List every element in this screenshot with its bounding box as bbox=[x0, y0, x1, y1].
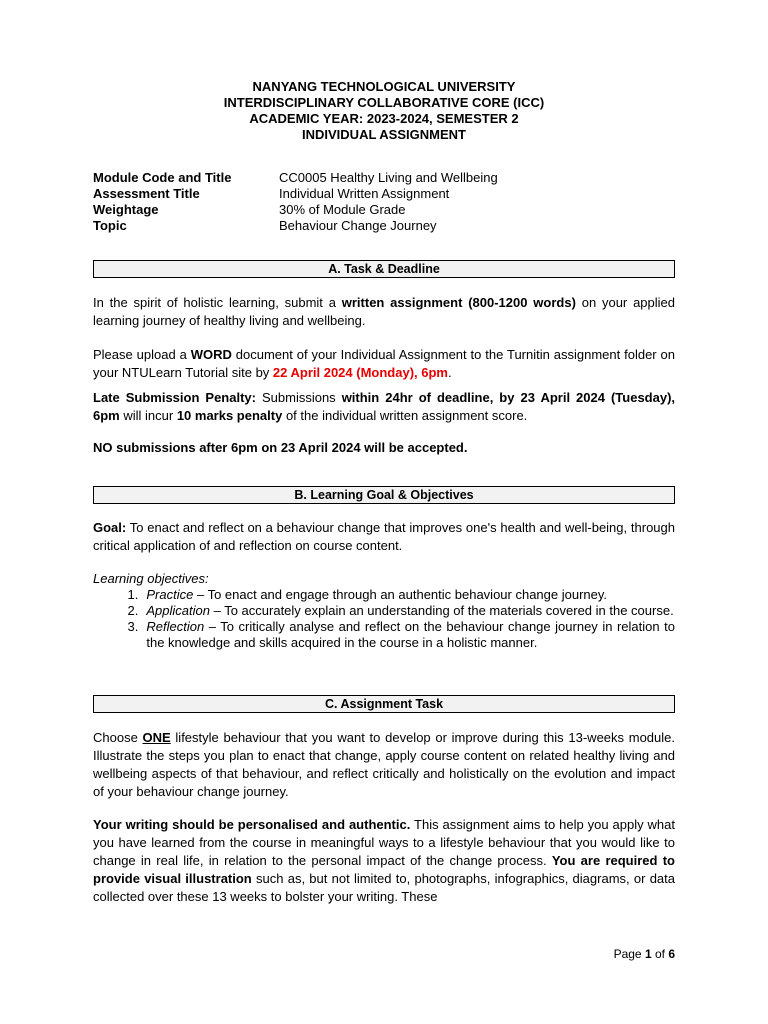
list-item bbox=[93, 619, 675, 651]
meta-label: Topic bbox=[93, 218, 127, 233]
department-name: INTERDISCIPLINARY COLLABORATIVE CORE (ICC) bbox=[223, 95, 545, 110]
meta-value: Individual Written Assignment bbox=[279, 186, 450, 201]
section-c-paragraph-2 bbox=[93, 816, 675, 906]
meta-row bbox=[93, 218, 693, 234]
text-run: . bbox=[447, 365, 452, 380]
text-run: lifestyle behaviour that you want to develop or improve during this 13-weeks module. Illustrate the steps you plan to enact that change, apply course content on related healthy living and wellbeing aspects of that behaviour, and reflect critically and holistically on the evolution and impact of your behaviour change journey. bbox=[93, 730, 675, 799]
list-number: 1. bbox=[127, 587, 139, 602]
text-run: Please upload a bbox=[93, 347, 191, 362]
objectives-label: Learning objectives: bbox=[93, 571, 209, 586]
emphasis-one: ONE bbox=[142, 730, 171, 745]
list-item bbox=[93, 587, 675, 603]
text-run: Choose bbox=[93, 730, 143, 745]
document-header bbox=[0, 79, 768, 143]
text-run: This assignment aims to help you apply what you have learned from the course in meaningful ways to a lifestyle behaviour that you would like to change in real life, in relation to the personal impact of the change process. bbox=[93, 817, 675, 868]
meta-row bbox=[93, 186, 693, 202]
list-item bbox=[93, 603, 675, 619]
meta-label: Module Code and Title bbox=[93, 170, 232, 185]
objective-description: – To accurately explain an understanding of the materials covered in the course. bbox=[209, 603, 674, 618]
section-a-paragraph-3 bbox=[93, 389, 675, 425]
text-run: on your applied learning journey of healthy living and wellbeing. bbox=[93, 295, 675, 328]
list-number: 3. bbox=[127, 619, 139, 634]
objective-description: – To enact and engage through an authentic behaviour change journey. bbox=[193, 587, 608, 602]
learning-objectives bbox=[93, 571, 675, 651]
text-run: such as, but not limited to, photographs, infographics, diagrams, or data collected over these 13 weeks to bolster your writing. These bbox=[93, 871, 675, 904]
list-text bbox=[138, 603, 675, 619]
module-info bbox=[93, 170, 693, 234]
objective-term: Application bbox=[146, 603, 210, 618]
deadline-text: 22 April 2024 (Monday), 6pm bbox=[272, 365, 448, 380]
section-c-paragraph-1 bbox=[93, 729, 675, 801]
text-run: In the spirit of holistic learning, submit a bbox=[93, 295, 342, 310]
meta-value: 30% of Module Grade bbox=[279, 202, 406, 217]
section-a-paragraph-4: NO submissions after 6pm on 23 April 2024 will be accepted. bbox=[93, 440, 468, 455]
section-a-heading: A. Task & Deadline bbox=[93, 260, 675, 278]
meta-value: Behaviour Change Journey bbox=[279, 218, 437, 233]
late-deadline-text: within 24hr of deadline, by 23 April 2024 (Tuesday), 6pm bbox=[93, 390, 676, 423]
meta-value: CC0005 Healthy Living and Wellbeing bbox=[279, 170, 498, 185]
goal-paragraph bbox=[93, 519, 675, 555]
objective-term: Practice bbox=[146, 587, 194, 602]
meta-row bbox=[93, 202, 693, 218]
page-number bbox=[614, 947, 675, 961]
text-run: of the individual written assignment score. bbox=[282, 408, 528, 423]
section-a-paragraph-2 bbox=[93, 346, 675, 382]
section-b-heading: B. Learning Goal & Objectives bbox=[93, 486, 675, 504]
total-pages: 6 bbox=[668, 947, 675, 961]
meta-label: Weightage bbox=[93, 202, 159, 217]
text-run: will incur bbox=[119, 408, 177, 423]
academic-year: ACADEMIC YEAR: 2023-2024, SEMESTER 2 bbox=[249, 111, 519, 126]
objective-description: – To critically analyse and reflect on the behaviour change journey in relation to the knowledge and skills acquired in the course in a holistic manner. bbox=[146, 619, 675, 650]
emphasis-visual: You are required to provide visual illustration bbox=[93, 853, 675, 886]
section-c-heading: C. Assignment Task bbox=[93, 695, 675, 713]
meta-label: Assessment Title bbox=[93, 186, 200, 201]
meta-row bbox=[93, 170, 693, 186]
current-page: 1 bbox=[644, 947, 652, 961]
penalty-label: Late Submission Penalty: bbox=[93, 390, 256, 405]
penalty-amount: 10 marks penalty bbox=[176, 408, 283, 423]
assignment-type: INDIVIDUAL ASSIGNMENT bbox=[302, 127, 466, 142]
section-a-paragraph-1 bbox=[93, 294, 675, 330]
list-number: 2. bbox=[127, 603, 139, 618]
university-name: NANYANG TECHNOLOGICAL UNIVERSITY bbox=[252, 79, 516, 94]
objective-term: Reflection bbox=[146, 619, 205, 634]
list-text bbox=[138, 619, 675, 651]
goal-text: To enact and reflect on a behaviour change that improves one's health and well-being, through critical application of and reflection on course content. bbox=[93, 520, 675, 553]
word-count-text: written assignment (800-1200 words) bbox=[341, 295, 576, 310]
text-run: document of your Individual Assignment to the Turnitin assignment folder on your NTULearn Tutorial site by bbox=[93, 347, 675, 380]
page-word: Page bbox=[613, 947, 645, 961]
of-word: of bbox=[651, 947, 669, 961]
text-run: Submissions bbox=[255, 390, 342, 405]
goal-label: Goal: bbox=[93, 520, 127, 535]
file-format-text: WORD bbox=[190, 347, 232, 362]
list-text bbox=[138, 587, 675, 603]
emphasis-personalised: Your writing should be personalised and authentic. bbox=[93, 817, 411, 832]
